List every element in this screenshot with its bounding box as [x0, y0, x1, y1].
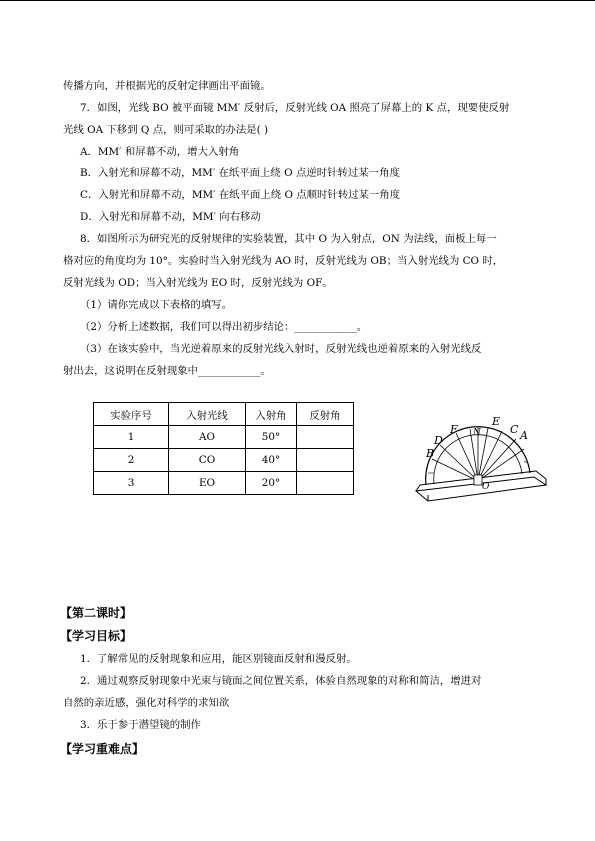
q7-option-a: A．MM′ 和屏幕不动，增大入射角: [80, 146, 240, 158]
q7-option-c: C．入射光和屏幕不动，MM′ 在纸平面上绕 O 点顺时针转过某一角度: [80, 189, 401, 201]
table-header: 入射角: [246, 403, 297, 426]
data-table: [93, 402, 354, 495]
q7-option-b: B．入射光和屏幕不动，MM′ 在纸平面上绕 O 点逆时针转过某一角度: [80, 167, 400, 179]
table-header: 实验序号: [94, 403, 169, 426]
table-cell: EO: [169, 472, 246, 495]
top-rule: [0, 0, 595, 1]
table-cell: [297, 426, 354, 449]
table-cell: 50°: [246, 426, 297, 449]
goal-item: 1．了解常见的反射现象和应用，能区别镜面反射和漫反射。: [80, 653, 357, 665]
label-n: N: [473, 428, 481, 438]
label-o: O: [482, 482, 490, 492]
q7-stem: 7．如图，光线 BO 被平面镜 MM′ 反射后，反射光线 OA 照亮了屏幕上的 K 点，现要使反射: [80, 102, 510, 114]
q7-option-d: D．入射光和屏幕不动，MM′ 向右移动: [80, 211, 261, 223]
goal-item: 2．通过观察反射现象中光束与镜面之间位置关系，体验自然现象的对称和简洁，增进对: [80, 675, 482, 687]
q8-stem: 格对应的角度均为 10°。实验时当入射光线为 AO 时，反射光线为 OB；当入射光线为 CO 时，: [63, 255, 504, 267]
incidence-point-post: [474, 475, 482, 485]
q8-stem: 反射光线为 OD；当入射光线为 EO 时，反射光线为 OF。: [63, 277, 333, 289]
q8-sub2: （2）分析上述数据，我们可以得出初步结论：____________。: [80, 321, 368, 333]
q8-sub3: （3）在该实验中，当光逆着原来的反射光线入射时，反射光线也逆着原来的入射光线反: [80, 343, 482, 355]
table-header: 入射光线: [169, 403, 246, 426]
text-line: 传播方向，并根据光的反射定律画出平面镜。: [63, 80, 271, 92]
label-a: A: [520, 429, 528, 442]
table-row: [94, 449, 354, 472]
goal-item: 自然的亲近感，强化对科学的求知欲: [63, 697, 230, 709]
table-cell: [297, 472, 354, 495]
label-c: C: [510, 423, 519, 436]
table-cell: AO: [169, 426, 246, 449]
table-row: [94, 426, 354, 449]
label-e: E: [492, 415, 501, 428]
table-row: [94, 472, 354, 495]
table-cell: 2: [94, 449, 169, 472]
q8-sub3: 射出去，这说明在反射现象中____________。: [63, 365, 271, 377]
q8-sub1: （1）请你完成以下表格的填写。: [80, 299, 233, 311]
goal-item: 3．乐于参于潜望镜的制作: [80, 719, 201, 731]
table-header: 反射角: [297, 403, 354, 426]
q8-stem: 8．如图所示为研究光的反射规律的实验装置，其中 O 为入射点，ON 为法线，面板上每一: [80, 233, 497, 245]
reflection-apparatus-diagram: [412, 413, 552, 505]
table-cell: CO: [169, 449, 246, 472]
table-cell: 1: [94, 426, 169, 449]
table-cell: 40°: [246, 449, 297, 472]
label-f: F: [450, 423, 458, 436]
table-cell: [297, 449, 354, 472]
label-d: D: [434, 434, 443, 447]
section-title: 【第二课时】: [60, 606, 133, 620]
key-points-title: 【学习重难点】: [60, 742, 145, 756]
table-cell: 20°: [246, 472, 297, 495]
label-b: B: [426, 447, 435, 460]
table-header-row: [94, 403, 354, 426]
table-cell: 3: [94, 472, 169, 495]
goals-title: 【学习目标】: [60, 629, 133, 643]
q7-stem: 光线 OA 下移到 Q 点，则可采取的办法是( ): [63, 124, 269, 136]
